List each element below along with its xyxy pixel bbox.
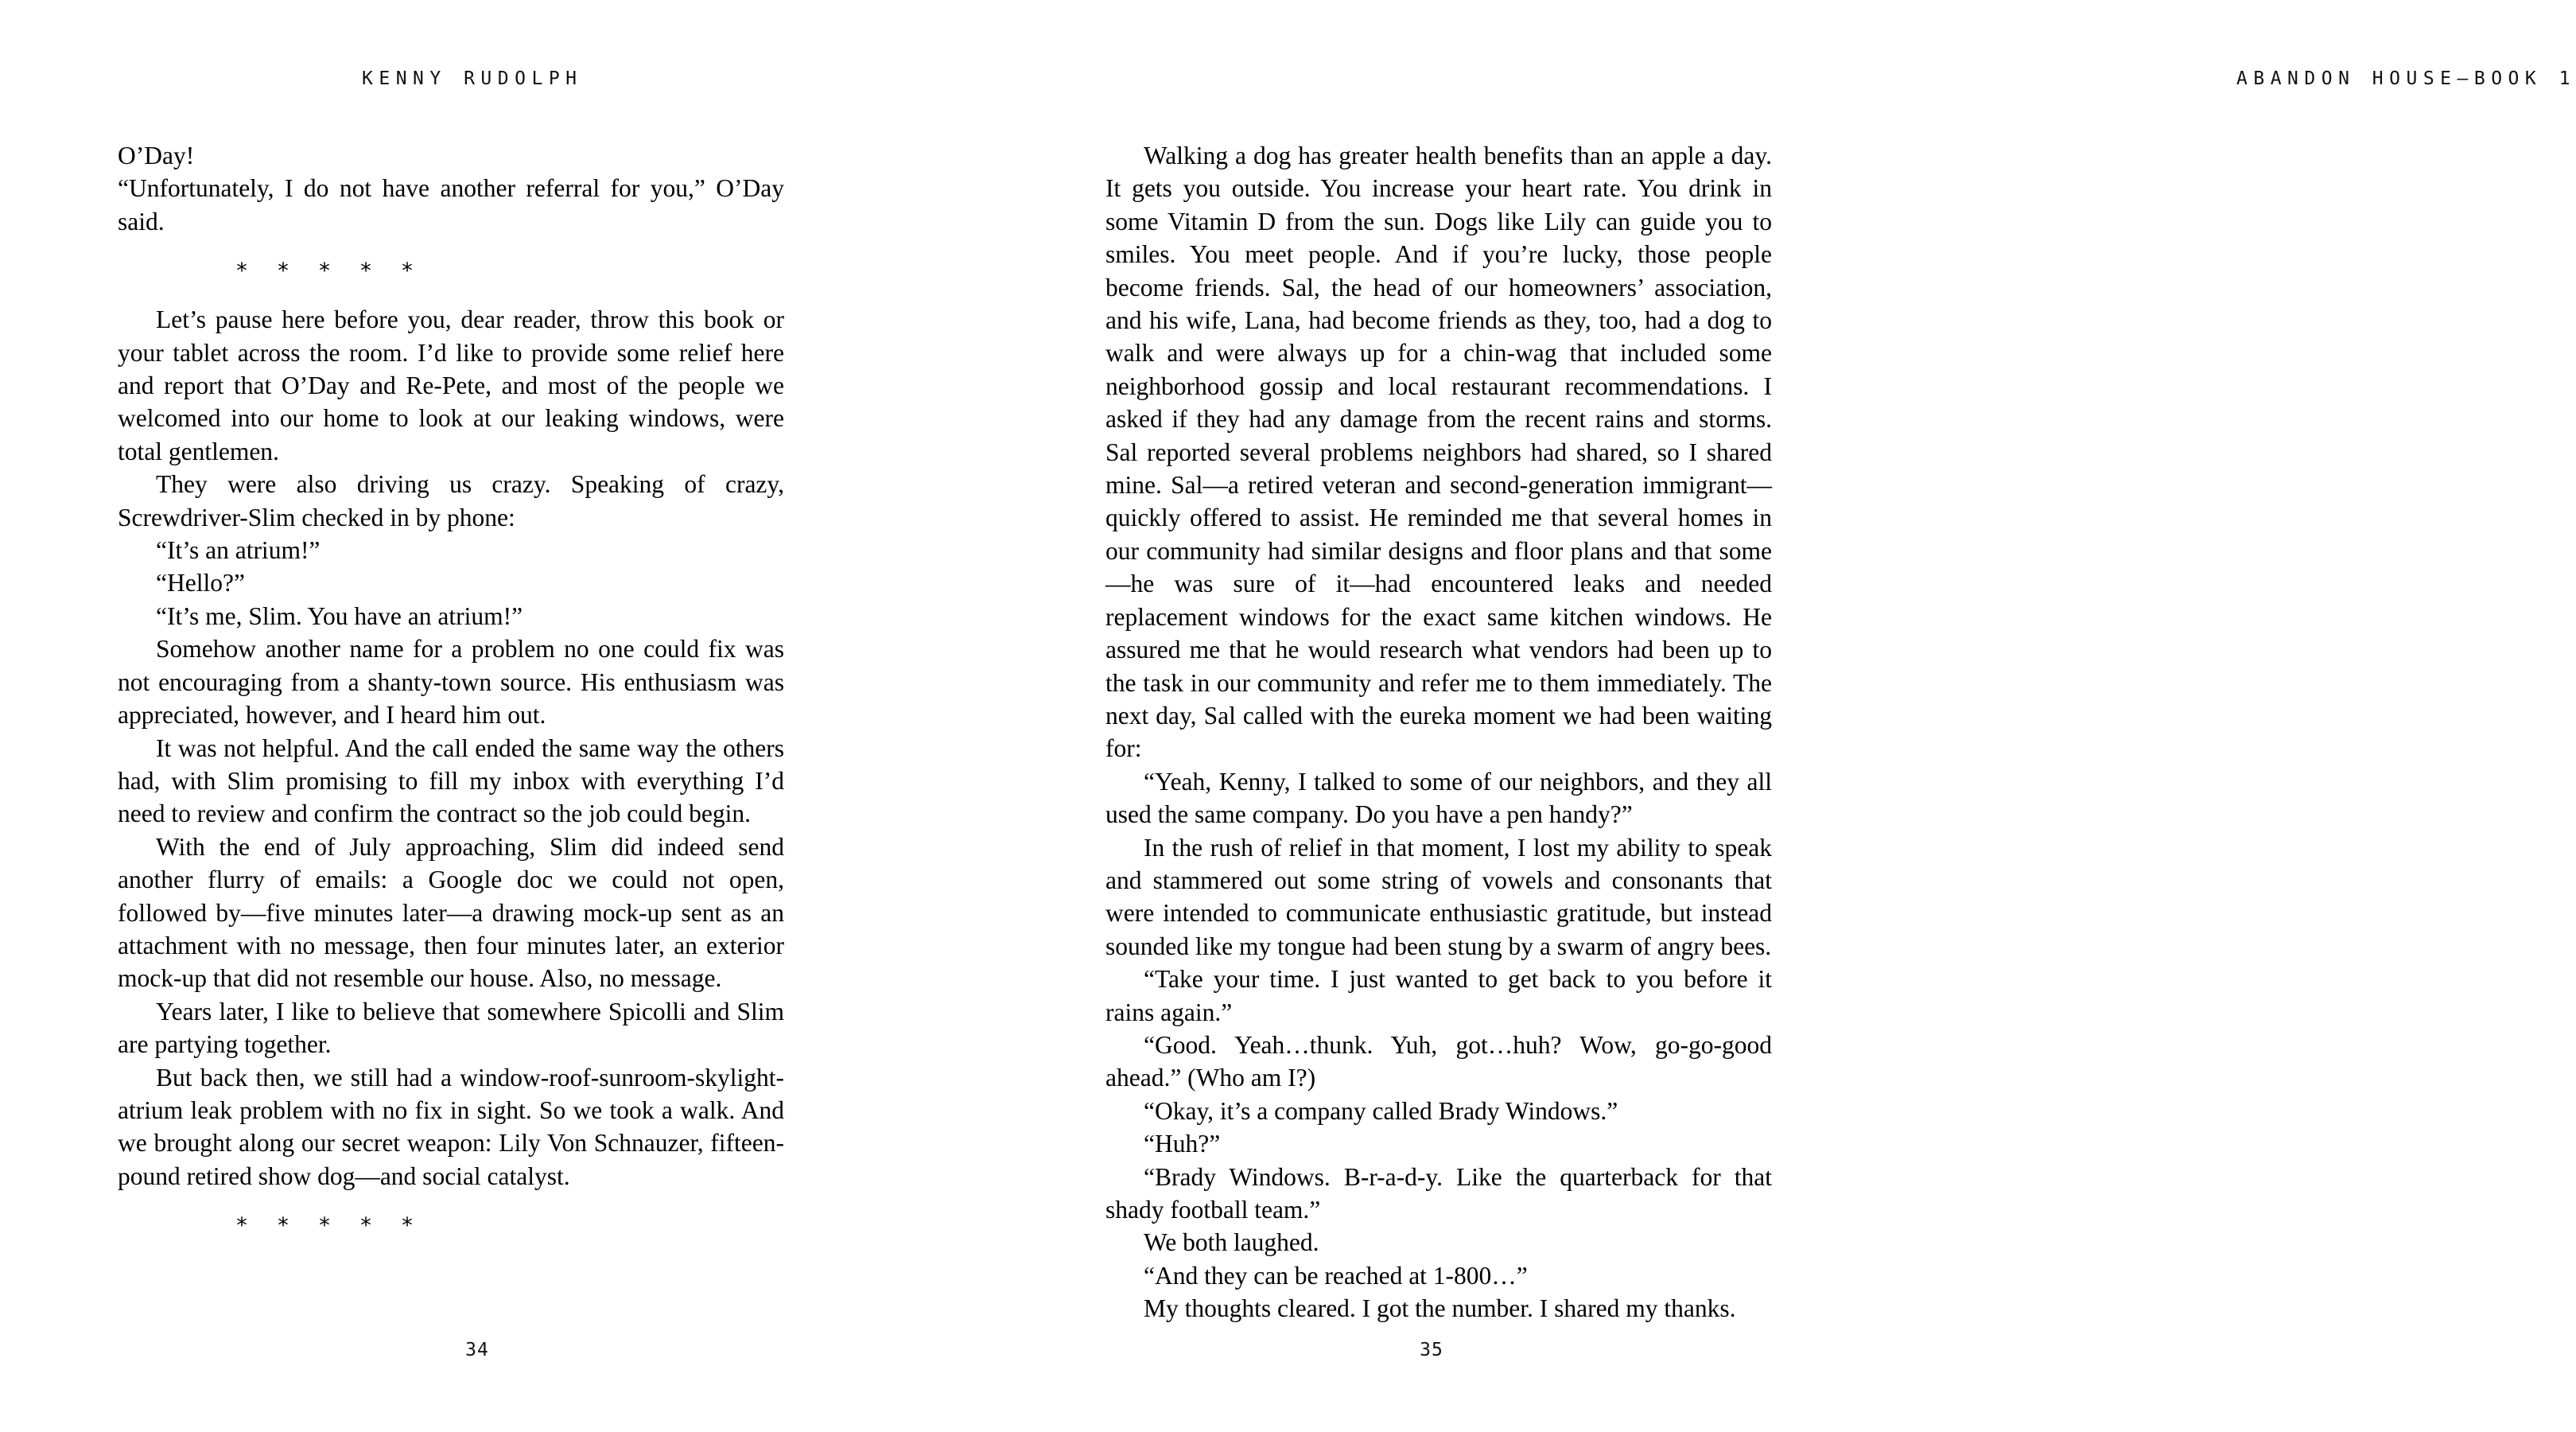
section-break-divider: [118, 1193, 784, 1258]
page-right: [954, 0, 2576, 1432]
body-paragraph: Walking a dog has greater health benefits than an apple a day. It gets you outside. You increase your heart rate. You drink in some Vitamin D from the sun. Dogs like Lily can guide you to smiles. You meet people. And if you’re lucky, those people become friends. Sal, the head of our homeowners’ association, and his wife, Lana, had become friends as they, too, had a dog to walk and were always up for a chin-wag that included some neighborhood gossip and local restaurant recommendations. I asked if they had any damage from the recent rains and storms. Sal reported several problems neighbors had shared, so I shared mine. Sal—a retired veteran and second-generation immigrant—quickly offered to assist. He reminded me that several homes in our community had similar designs and floor plans and that some—he was sure of it—had encountered leaks and needed replacement windows for the exact same kitchen windows. He assured me that he would research what vendors had been up to the task in our community and refer me to them immediately. The next day, Sal called with the eureka moment we had been waiting for:: [1105, 142, 1772, 763]
body-paragraph: They were also driving us crazy. Speaking of crazy, Screwdriver-Slim checked in by phone:: [118, 470, 784, 531]
body-paragraph: “Brady Windows. B-r-a-d-y. Like the quarterback for that shady football team.”: [1105, 1162, 1772, 1224]
body-paragraph: “Hello?”: [156, 569, 245, 597]
body-paragraph: It was not helpful. And the call ended the same way the others had, with Slim promising to fill my inbox with everything I’d need to review and confirm the contract so the job could begin.: [118, 734, 784, 828]
body-paragraph: Years later, I like to believe that somewhere Spicolli and Slim are partying together.: [118, 997, 784, 1059]
text-block-right: [1105, 139, 1772, 1325]
body-paragraph: “It’s me, Slim. You have an atrium!”: [156, 601, 523, 630]
body-paragraph: “Take your time. I just wanted to get back to you before it rains again.”: [1105, 965, 1772, 1026]
asterisk-icon: *: [278, 1212, 289, 1238]
section-break-divider: [118, 238, 784, 303]
asterisk-icon: *: [360, 1212, 371, 1238]
body-paragraph: Somehow another name for a problem no one could fix was not encouraging from a shanty-town source. His enthusiasm was appreciated, however, and I heard him out.: [118, 635, 784, 730]
asterisk-icon: *: [402, 1212, 413, 1238]
body-paragraph: “And they can be reached at 1-800…”: [1144, 1261, 1528, 1290]
text-block-left: [118, 139, 784, 1258]
asterisk-icon: *: [236, 1212, 247, 1238]
page-number-left: 34: [465, 1340, 489, 1360]
body-paragraph: “Huh?”: [1144, 1130, 1221, 1158]
asterisk-icon: *: [236, 258, 247, 283]
asterisk-icon: *: [278, 258, 289, 283]
running-head-left: KENNY RUDOLPH: [362, 68, 583, 89]
body-paragraph: But back then, we still had a window-roof-sunroom-skylight-atrium leak problem with no fix in sight. So we took a walk. And we brought along our secret weapon: Lily Von Schnauzer, fifteen-pound retired show dog—and social catalyst.: [118, 1063, 784, 1190]
body-paragraph: “Unfortunately, I do not have another referral for you,” O’Day said.: [118, 174, 784, 235]
body-paragraph: “Yeah, Kenny, I talked to some of our neighbors, and they all used the same company. Do you have a pen handy?”: [1105, 767, 1772, 829]
body-paragraph: O’Day!: [118, 142, 195, 169]
asterisk-icon: *: [360, 258, 371, 283]
body-paragraph: Let’s pause here before you, dear reader, throw this book or your tablet across the room. I’d like to provide some relief here and report that O’Day and Re-Pete, and most of the people we welcomed into our home to look at our leaking windows, were total gentlemen.: [118, 305, 784, 465]
body-paragraph: “Good. Yeah…thunk. Yuh, got…huh? Wow, go-go-good ahead.” (Who am I?): [1105, 1030, 1772, 1092]
asterisk-icon: *: [319, 258, 330, 283]
asterisk-icon: *: [402, 258, 413, 283]
page-number-right: 35: [1420, 1340, 1443, 1360]
body-paragraph: With the end of July approaching, Slim did indeed send another flurry of emails: a Google doc we could not open, followed by—five minutes later—a drawing mock-up sent as an attachment with no message, then four minutes later, an exterior mock-up that did not resemble our house. Also, no message.: [118, 832, 784, 993]
body-paragraph: “Okay, it’s a company called Brady Windows.”: [1144, 1096, 1618, 1125]
page-left: [0, 0, 954, 1432]
asterisk-icon: *: [319, 1212, 330, 1238]
body-paragraph: We both laughed.: [1144, 1228, 1319, 1257]
running-head-right: ABANDON HOUSE—BOOK 1: [2236, 68, 2576, 89]
body-paragraph: In the rush of relief in that moment, I lost my ability to speak and stammered out some string of vowels and consonants that were intended to communicate enthusiastic gratitude, but instead sounded like my tongue had been stung by a swarm of angry bees.: [1105, 833, 1772, 960]
body-paragraph: “It’s an atrium!”: [156, 536, 321, 565]
body-paragraph: My thoughts cleared. I got the number. I shared my thanks.: [1144, 1294, 1736, 1323]
